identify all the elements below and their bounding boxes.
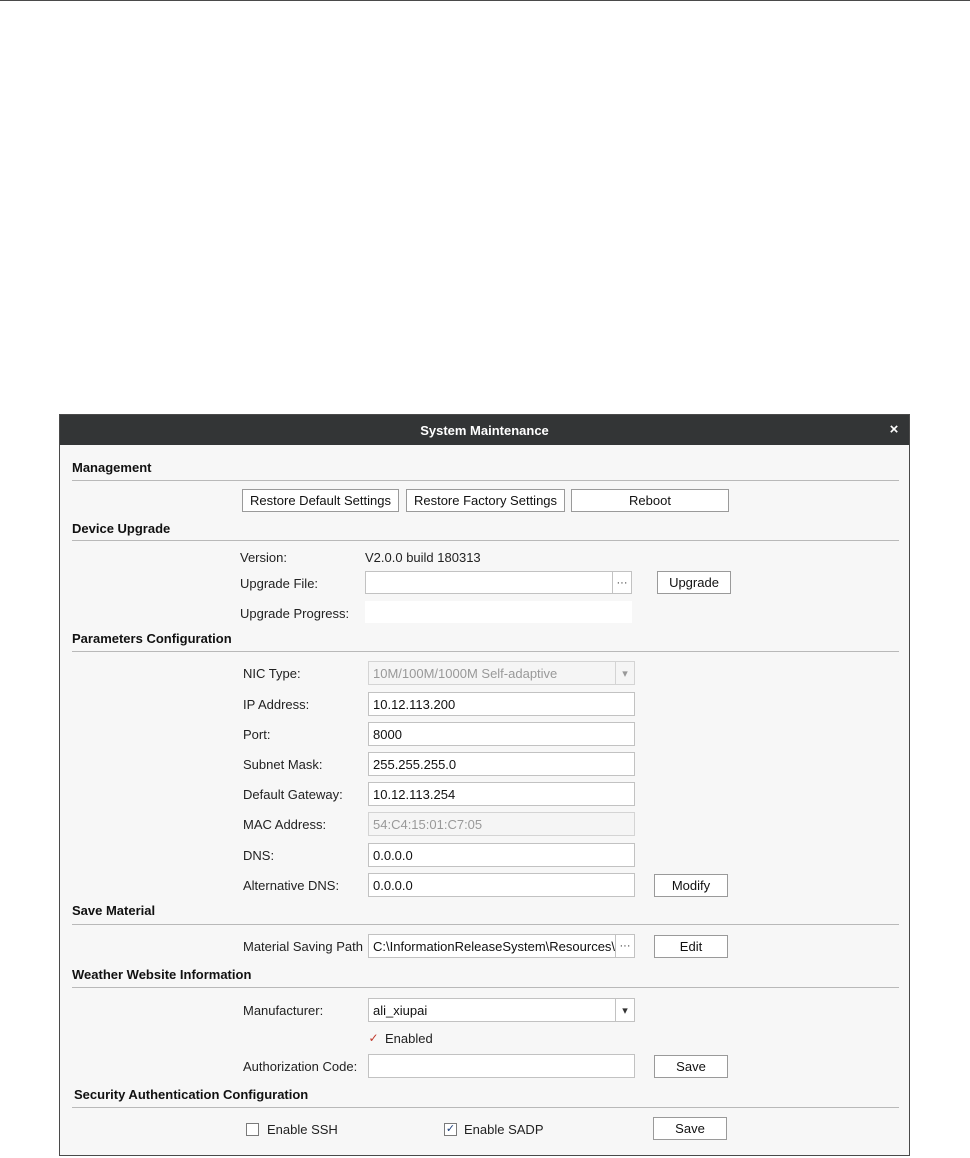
mac-address-label: MAC Address: <box>243 817 327 832</box>
section-divider <box>72 1107 899 1108</box>
subnet-mask-input[interactable] <box>368 752 635 776</box>
ip-address-input[interactable] <box>368 692 635 716</box>
alternative-dns-label: Alternative DNS: <box>243 878 340 893</box>
section-title-save-material: Save Material <box>72 903 156 918</box>
security-save-button[interactable]: Save <box>653 1117 727 1140</box>
nic-type-select <box>368 661 635 685</box>
material-saving-path-input[interactable] <box>368 934 635 958</box>
upgrade-file-input[interactable] <box>365 571 632 594</box>
alternative-dns-input[interactable] <box>368 873 635 897</box>
modify-button[interactable]: Modify <box>654 874 728 897</box>
enable-ssh-checkbox[interactable] <box>246 1123 259 1136</box>
material-saving-path-label: Material Saving Path <box>243 939 363 954</box>
nic-type-label: NIC Type: <box>243 666 301 681</box>
authorization-code-input[interactable] <box>368 1054 635 1078</box>
upgrade-progress-label: Upgrade Progress: <box>240 606 350 621</box>
section-title-parameters-configuration: Parameters Configuration <box>72 631 232 646</box>
nic-type-value: 10M/100M/1000M Self-adaptive <box>373 665 558 681</box>
section-divider <box>72 987 899 988</box>
alternative-dns-value: 0.0.0.0 <box>373 877 413 893</box>
upgrade-button[interactable]: Upgrade <box>657 571 731 594</box>
dns-label: DNS: <box>243 848 275 863</box>
default-gateway-value: 10.12.113.254 <box>373 786 456 802</box>
subnet-mask-value: 255.255.255.0 <box>373 756 457 772</box>
default-gateway-label: Default Gateway: <box>243 787 343 802</box>
section-divider <box>72 651 899 652</box>
default-gateway-input[interactable] <box>368 782 635 806</box>
enable-ssh-label: Enable SSH <box>267 1122 338 1137</box>
chevron-down-icon[interactable]: ▾ <box>615 999 634 1021</box>
ip-address-label: IP Address: <box>243 697 310 712</box>
close-icon[interactable]: × <box>889 421 899 438</box>
manufacturer-label: Manufacturer: <box>243 1003 324 1018</box>
enable-sadp-checkbox[interactable]: ✓ <box>445 1123 456 1135</box>
section-title-device-upgrade: Device Upgrade <box>72 521 171 536</box>
enabled-label: Enabled <box>385 1031 433 1046</box>
restore-factory-settings-button[interactable]: Restore Factory Settings <box>406 489 565 512</box>
restore-default-settings-button[interactable]: Restore Default Settings <box>242 489 399 512</box>
port-input[interactable] <box>368 722 635 746</box>
chevron-down-icon: ▾ <box>615 662 634 684</box>
reboot-button[interactable]: Reboot <box>571 489 729 512</box>
dns-input[interactable] <box>368 843 635 867</box>
browse-icon[interactable]: ··· <box>612 572 631 593</box>
enable-sadp-label: Enable SADP <box>464 1122 544 1137</box>
material-saving-path-value: C:\InformationReleaseSystem\Resources\ <box>373 938 616 954</box>
dns-value: 0.0.0.0 <box>373 847 413 863</box>
section-title-weather-website-information: Weather Website Information <box>72 967 252 982</box>
edit-button[interactable]: Edit <box>654 935 728 958</box>
section-title-security-authentication-configuration: Security Authentication Configuration <box>74 1087 309 1102</box>
section-divider <box>72 540 899 541</box>
manufacturer-select[interactable] <box>368 998 635 1022</box>
section-divider <box>72 924 899 925</box>
system-maintenance-dialog <box>59 414 910 1156</box>
section-title-management: Management <box>72 460 152 475</box>
ip-address-value: 10.12.113.200 <box>373 696 456 712</box>
upgrade-progress-bar <box>365 601 632 623</box>
port-label: Port: <box>243 727 271 742</box>
port-value: 8000 <box>373 726 402 742</box>
weather-save-button[interactable]: Save <box>654 1055 728 1078</box>
section-divider <box>72 480 899 481</box>
top-border-line <box>0 0 970 1</box>
dialog-title: System Maintenance <box>420 422 549 438</box>
enabled-checkbox[interactable]: ✓ <box>368 1031 379 1045</box>
mac-address-input <box>368 812 635 836</box>
manufacturer-value: ali_xiupai <box>373 1002 428 1018</box>
subnet-mask-label: Subnet Mask: <box>243 757 323 772</box>
browse-icon[interactable]: ··· <box>615 935 634 957</box>
upgrade-file-label: Upgrade File: <box>240 576 319 591</box>
dialog-titlebar <box>60 415 909 445</box>
mac-address-value: 54:C4:15:01:C7:05 <box>373 816 483 832</box>
version-value: V2.0.0 build 180313 <box>365 550 481 565</box>
authorization-code-label: Authorization Code: <box>243 1059 358 1074</box>
version-label: Version: <box>240 550 287 565</box>
